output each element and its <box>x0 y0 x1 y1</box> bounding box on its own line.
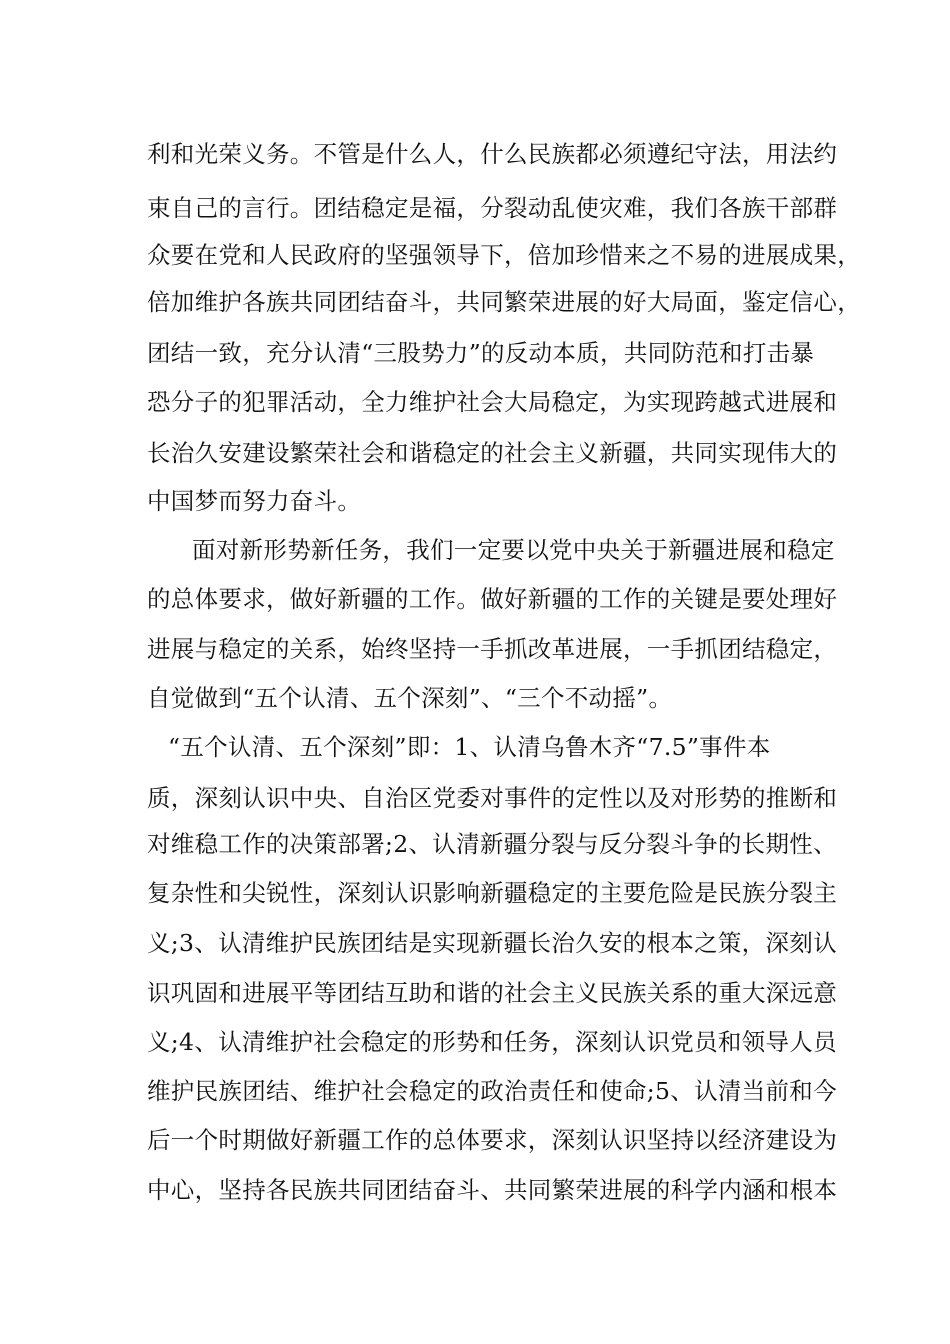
text-line: 义;4、认清维护社会稳定的形势和任务，深刻认识党员和领导人员 <box>147 1028 837 1056</box>
paragraph-first-line: “五个认清、五个深刻”即：1、认清乌鲁木齐“7.5”事件本 <box>168 733 771 761</box>
text-line: 中国梦而努力奋斗。 <box>147 487 362 515</box>
text-line: 的总体要求，做好新疆的工作。做好新疆的工作的关键是要处理好 <box>147 585 838 613</box>
text-line: 义;3、认清维护民族团结是实现新疆长治久安的根本之策，深刻认 <box>147 929 837 957</box>
text-line: 长治久安建设繁荣社会和谐稳定的社会主义新疆，共同实现伟大的 <box>147 439 838 467</box>
text-line: 进展与稳定的关系，始终坚持一手抓改革进展，一手抓团结稳定， <box>147 635 838 663</box>
text-line: 利和光荣义务。不管是什么人，什么民族都必须遵纪守法，用法约 <box>147 140 838 168</box>
text-line: 维护民族团结、维护社会稳定的政治责任和使命;5、认清当前和今 <box>147 1077 837 1105</box>
text-line: 倍加维护各族共同团结奋斗，共同繁荣进展的好大局面，鉴定信心， <box>147 288 861 316</box>
text-line: 恐分子的犯罪活动，全力维护社会大局稳定，为实现跨越式进展和 <box>147 388 838 416</box>
paragraph-first-line: 面对新形势新任务，我们一定要以党中央关于新疆进展和稳定 <box>192 536 835 564</box>
text-line: 后一个时期做好新疆工作的总体要求，深刻认识坚持以经济建设为 <box>147 1126 838 1154</box>
text-line: 束自己的言行。团结稳定是福，分裂动乱使灾难，我们各族干部群 <box>147 194 838 222</box>
text-line: 复杂性和尖锐性，深刻认识影响新疆稳定的主要危险是民族分裂主 <box>147 879 838 907</box>
text-line: 中心，坚持各民族共同团结奋斗、共同繁荣进展的科学内涵和根本 <box>147 1176 838 1204</box>
text-line: 对维稳工作的决策部署;2、认清新疆分裂与反分裂斗争的长期性、 <box>147 830 837 858</box>
text-line: 自觉做到“五个认清、五个深刻”、“三个不动摇”。 <box>147 684 673 712</box>
text-line: 识巩固和进展平等团结互助和谐的社会主义民族关系的重大深远意 <box>147 979 838 1007</box>
text-line: 众要在党和人民政府的坚强领导下，倍加珍惜来之不易的进展成果， <box>147 241 861 269</box>
text-line: 质，深刻认识中央、自治区党委对事件的定性以及对形势的推断和 <box>147 784 838 812</box>
text-line: 团结一致，充分认清“三股势力”的反动本质，共同防范和打击暴 <box>147 339 815 367</box>
